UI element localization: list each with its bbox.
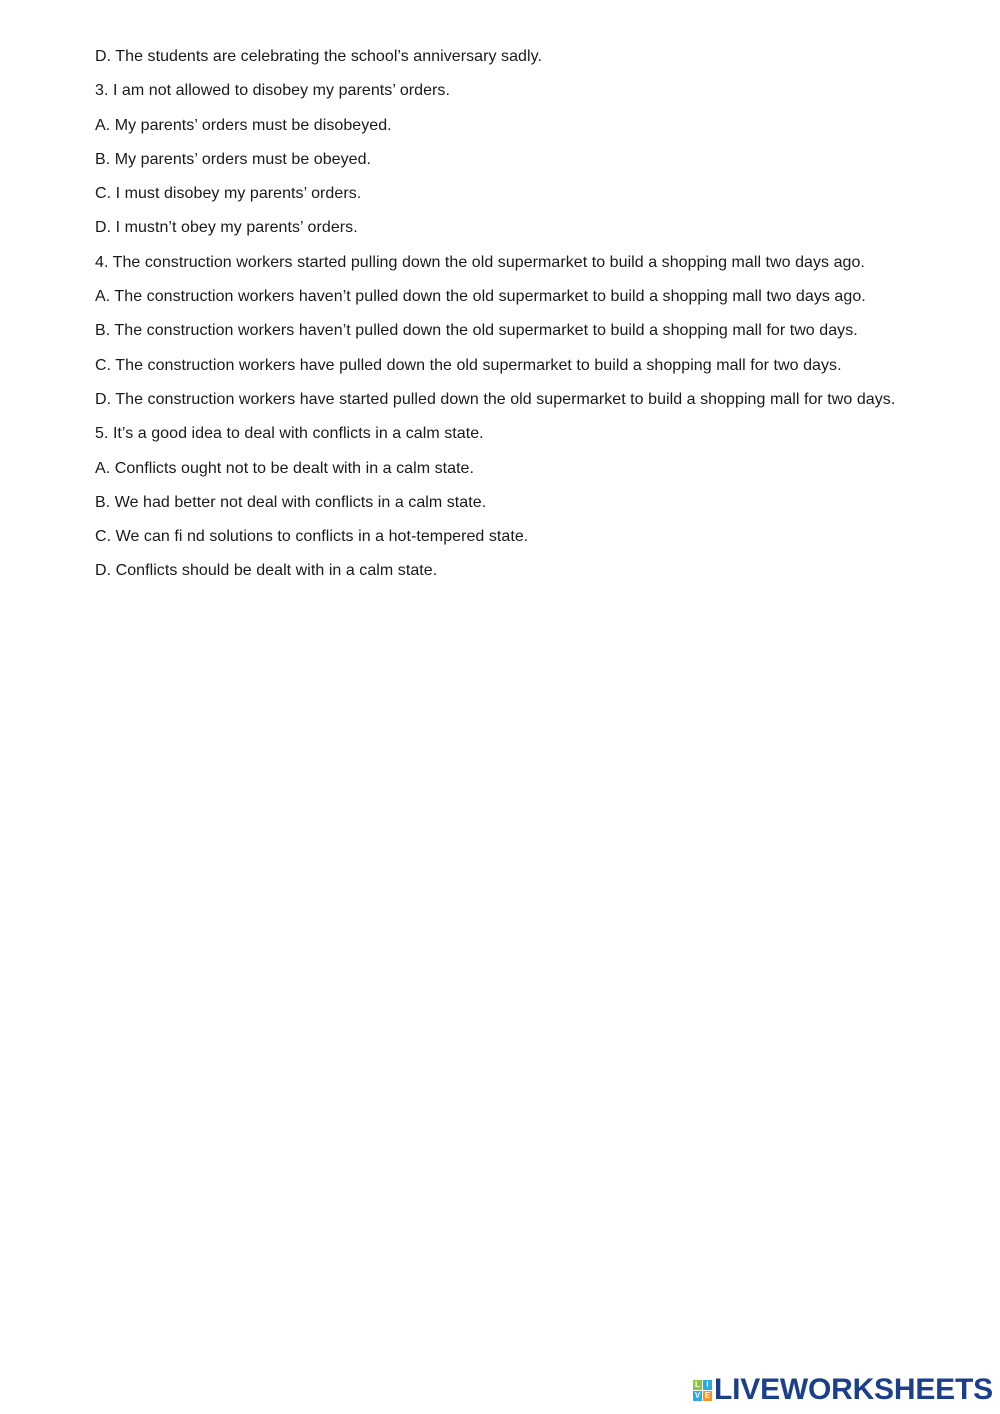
question-5: 5. It’s a good idea to deal with conflicts in a calm state. <box>95 425 484 443</box>
logo-mark-letter: E <box>704 1390 711 1400</box>
option-b-q3: B. My parents’ orders must be obeyed. <box>95 150 372 168</box>
option-c-q4: C. The construction workers have pulled down the old supermarket to build a shopping mall for two days. <box>95 356 842 374</box>
option-d-q3: D. I mustn’t obey my parents’ orders. <box>95 219 358 237</box>
option-d-q5: D. Conflicts should be dealt with in a calm state. <box>95 562 438 580</box>
option-a-q5: A. Conflicts ought not to be dealt with in a calm state. <box>95 459 475 477</box>
worksheet-content <box>95 46 975 595</box>
question-3: 3. I am not allowed to disobey my parents’ orders. <box>95 82 450 100</box>
option-c-q5: C. We can fi nd solutions to conflicts in a hot-tempered state. <box>95 528 529 546</box>
option-d-q4: D. The construction workers have started pulled down the old supermarket to build a shopping mall for two days. <box>95 390 896 408</box>
option-a-q3: A. My parents’ orders must be disobeyed. <box>95 116 392 134</box>
logo-mark-icon <box>693 1380 712 1401</box>
logo-mark-letter: V <box>694 1390 701 1400</box>
option-a-q4: A. The construction workers haven’t pulled down the old supermarket to build a shopping mall two days ago. <box>95 288 866 306</box>
option-d-q2: D. The students are celebrating the school’s anniversary sadly. <box>95 48 542 65</box>
logo-mark-letter: L <box>693 1380 702 1390</box>
logo-mark-letter: I <box>703 1380 712 1390</box>
option-b-q4: B. The construction workers haven’t pulled down the old supermarket to build a shopping mall for two days. <box>95 322 858 340</box>
option-c-q3: C. I must disobey my parents’ orders. <box>95 185 362 203</box>
logo-text: LIVEWORKSHEETS <box>714 1373 993 1406</box>
option-b-q5: B. We had better not deal with conflicts in a calm state. <box>95 493 487 511</box>
question-4: 4. The construction workers started pulling down the old supermarket to build a shopping mall two days ago. <box>95 253 865 271</box>
liveworksheets-logo <box>693 1374 993 1406</box>
